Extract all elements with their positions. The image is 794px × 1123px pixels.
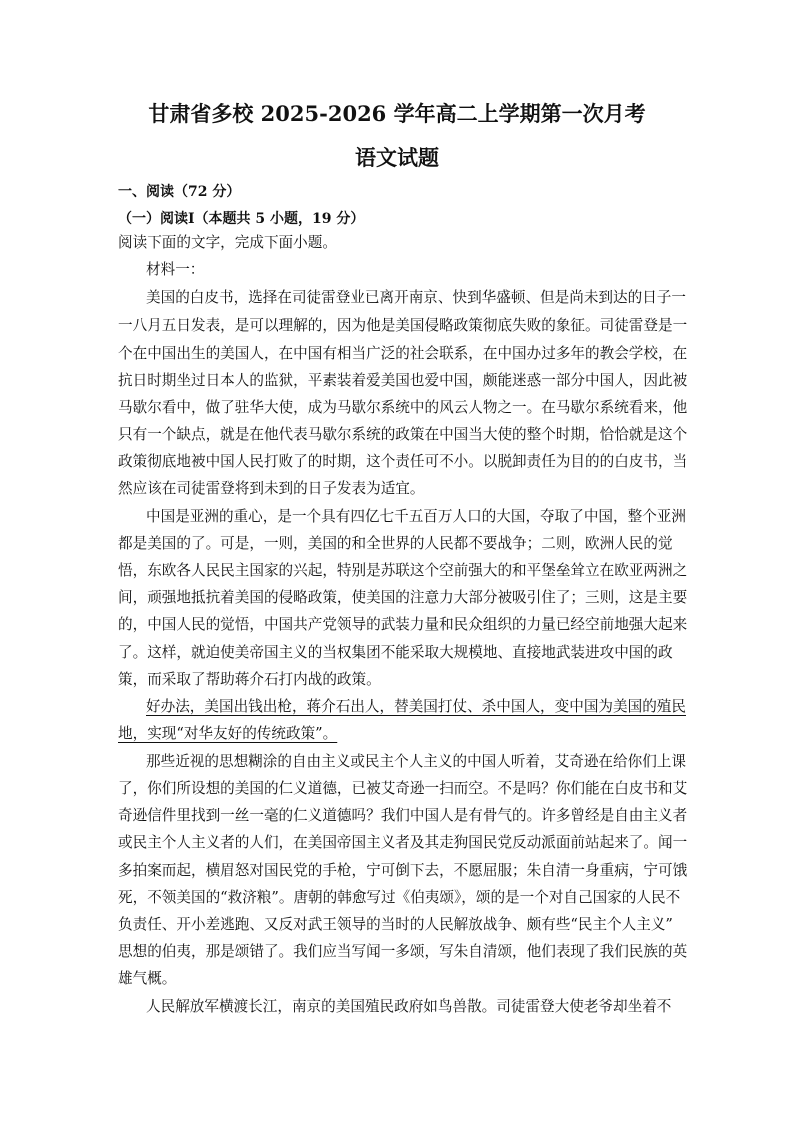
paragraph-line: 那些近视的思想糊涂的自由主义或民主个人主义的中国人听着，艾奇逊在给你们上课 (146, 753, 686, 770)
paragraph-line: 雄气概。 (118, 970, 177, 987)
subsection-heading: （一）阅读Ⅰ（本题共 5 小题，19 分） (118, 211, 365, 227)
paragraph-line: 然应该在司徒雷登将到未到的日子发表为适宜。 (118, 480, 425, 497)
paragraph-line: 马歇尔看中，做了驻华大使，成为马歇尔系统中的风云人物之一。在马歇尔系统看来，他 (118, 399, 688, 416)
page-subtitle: 语文试题 (355, 145, 439, 170)
paragraph-line: 一八月五日发表，是可以理解的，因为他是美国侵略政策彻底失败的象征。司徒雷登是一 (118, 317, 688, 334)
section-heading: 一、阅读（72 分） (118, 184, 241, 200)
paragraph-line: 中国是亚洲的重心，是一个具有四亿七千五百万人口的大国，夺取了中国，整个亚洲 (146, 508, 686, 525)
underlined-line: 好办法，美国出钱出枪，蒋介石出人，替美国打仗、杀中国人，变中国为美国的殖民 (146, 698, 686, 715)
paragraph-line: 只有一个缺点，就是在他代表马歇尔系统的政策在中国当大使的整个时期，恰恰就是这个 (118, 426, 688, 443)
paragraph-line: 多拍案而起，横眉怒对国民党的手枪，宁可倒下去，不愿屈服；朱自清一身重病，宁可饿 (118, 862, 688, 879)
paragraph-line: 或民主个人主义者的人们，在美国帝国主义者及其走狗国民党反动派面前站起来了。闻一 (118, 834, 688, 851)
paragraph-line: 奇逊信件里找到一丝一毫的仁义道德吗？我们中国人是有骨气的。许多曾经是自由主义者 (118, 807, 688, 824)
paragraph-line: 的，中国人民的觉悟，中国共产党领导的武装力量和民众组织的力量已经空前地强大起来 (118, 616, 688, 633)
paragraph-line: 了。这样，就迫使美帝国主义的当权集团不能采取大规模地、直接地武装进攻中国的政 (118, 644, 673, 661)
paragraph-line: 都是美国的了。可是，一则，美国的和全世界的人民都不要战争；二则，欧洲人民的觉 (118, 535, 673, 552)
material-label: 材料一： (146, 261, 205, 278)
paragraph-line: 抗日时期坐过日本人的监狱，平素装着爱美国也爱中国，颇能迷惑一部分中国人，因此被 (118, 372, 688, 389)
underlined-line: 地，实现“对华友好的传统政策”。 (118, 725, 338, 742)
paragraph-line: 死，不领美国的“救济粮”。唐朝的韩愈写过《伯夷颂》，颂的是一个对自己国家的人民不 (118, 889, 681, 906)
paragraph-line: 了，你们所设想的美国的仁义道德，已被艾奇逊一扫而空。不是吗？你们能在白皮书和艾 (118, 780, 688, 797)
paragraph-line: 美国的白皮书，选择在司徒雷登业已离开南京、快到华盛顿、但是尚未到达的日子一 (146, 289, 686, 306)
paragraph-line: 负责任、开小差逃跑、又反对武王领导的当时的人民解放战争、颇有些“民主个人主义” (118, 916, 673, 933)
paragraph-line: 思想的伯夷，那是颂错了。我们应当写闻一多颂，写朱自清颂，他们表现了我们民族的英 (118, 943, 688, 960)
paragraph-line: 个在中国出生的美国人，在中国有相当广泛的社会联系，在中国办过多年的教会学校，在 (118, 345, 688, 362)
paragraph-line: 悟，东欧各人民民主国家的兴起，特别是苏联这个空前强大的和平堡垒耸立在欧亚两洲之 (118, 562, 688, 579)
paragraph-line: 人民解放军横渡长江，南京的美国殖民政府如鸟兽散。司徒雷登大使老爷却坐着不 (146, 998, 672, 1015)
instruction-text: 阅读下面的文字，完成下面小题。 (118, 234, 337, 251)
paragraph-line: 间，顽强地抵抗着美国的侵略政策，使美国的注意力大部分被吸引住了；三则，这是主要 (118, 589, 688, 606)
paragraph-line: 政策彻底地被中国人民打败了的时期，这个责任可不小。以脱卸责任为目的的白皮书，当 (118, 453, 688, 470)
paragraph-line: 策，而采取了帮助蒋介石打内战的政策。 (118, 671, 381, 688)
page-title: 甘肃省多校 2025-2026 学年高二上学期第一次月考 (148, 101, 646, 126)
